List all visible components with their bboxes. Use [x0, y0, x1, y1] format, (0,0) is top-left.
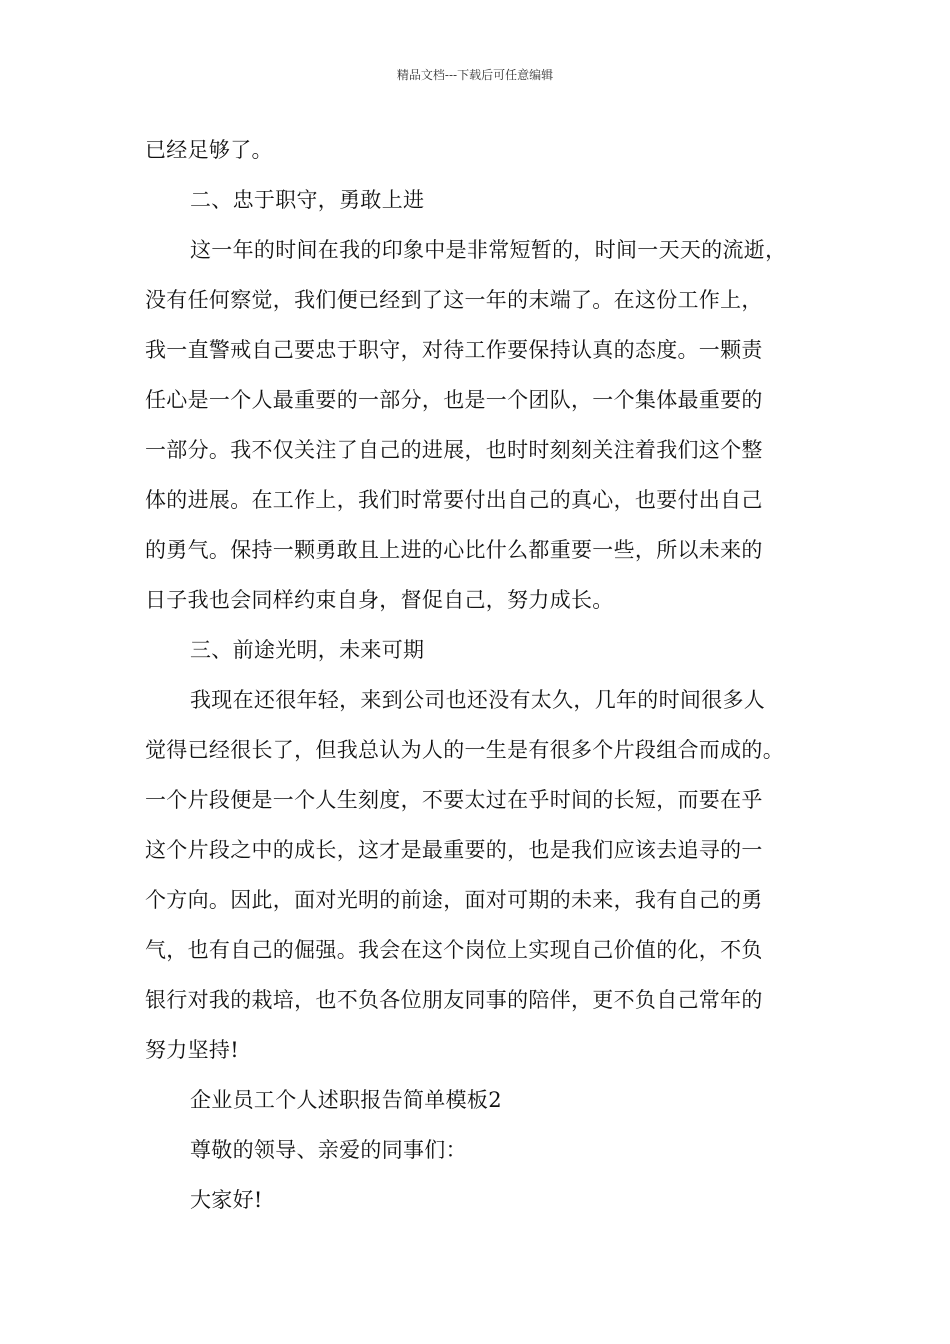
- paragraph-line: 体的进展。在工作上，我们时常要付出自己的真心，也要付出自己: [145, 488, 763, 512]
- paragraph-line: 没有任何察觉，我们便已经到了这一年的末端了。在这份工作上，: [145, 288, 763, 312]
- paragraph-line: 银行对我的栽培，也不负各位朋友同事的陪伴，更不负自己常年的: [145, 988, 763, 1012]
- paragraph-line: 努力坚持!: [145, 1038, 239, 1062]
- paragraph-line: 我一直警戒自己要忠于职守，对待工作要保持认真的态度。一颗责: [145, 338, 763, 362]
- section-heading: 二、忠于职守，勇敢上进: [190, 188, 425, 212]
- paragraph-line: 气，也有自己的倔强。我会在这个岗位上实现自己价值的化，不负: [145, 938, 763, 962]
- paragraph-line: 一个片段便是一个人生刻度，不要太过在乎时间的长短，而要在乎: [145, 788, 763, 812]
- paragraph-line: 一部分。我不仅关注了自己的进展，也时时刻刻关注着我们这个整: [145, 438, 763, 462]
- paragraph-line: 任心是一个人最重要的一部分，也是一个团队，一个集体最重要的: [145, 388, 763, 412]
- salutation: 尊敬的领导、亲爱的同事们：: [190, 1138, 467, 1162]
- paragraph-line: 日子我也会同样约束自身，督促自己，努力成长。: [145, 588, 614, 612]
- paragraph-line: 这个片段之中的成长，这才是最重要的，也是我们应该去追寻的一: [145, 838, 763, 862]
- greeting: 大家好!: [190, 1188, 263, 1212]
- paragraph-line: 个方向。因此，面对光明的前途，面对可期的未来，我有自己的勇: [145, 888, 763, 912]
- paragraph-line: 觉得已经很长了，但我总认为人的一生是有很多个片段组合而成的。: [145, 738, 784, 762]
- section-heading: 三、前途光明，未来可期: [190, 638, 425, 662]
- page-header: 精品文档---下载后可任意编辑: [396, 68, 554, 82]
- paragraph-line: 我现在还很年轻，来到公司也还没有太久，几年的时间很多人: [190, 688, 766, 712]
- document-title: 企业员工个人述职报告简单模板2: [190, 1088, 502, 1112]
- paragraph-line: 已经足够了。: [145, 138, 273, 162]
- paragraph-line: 的勇气。保持一颗勇敢且上进的心比什么都重要一些，所以未来的: [145, 538, 763, 562]
- paragraph-line: 这一年的时间在我的印象中是非常短暂的，时间一天天的流逝，: [190, 238, 787, 262]
